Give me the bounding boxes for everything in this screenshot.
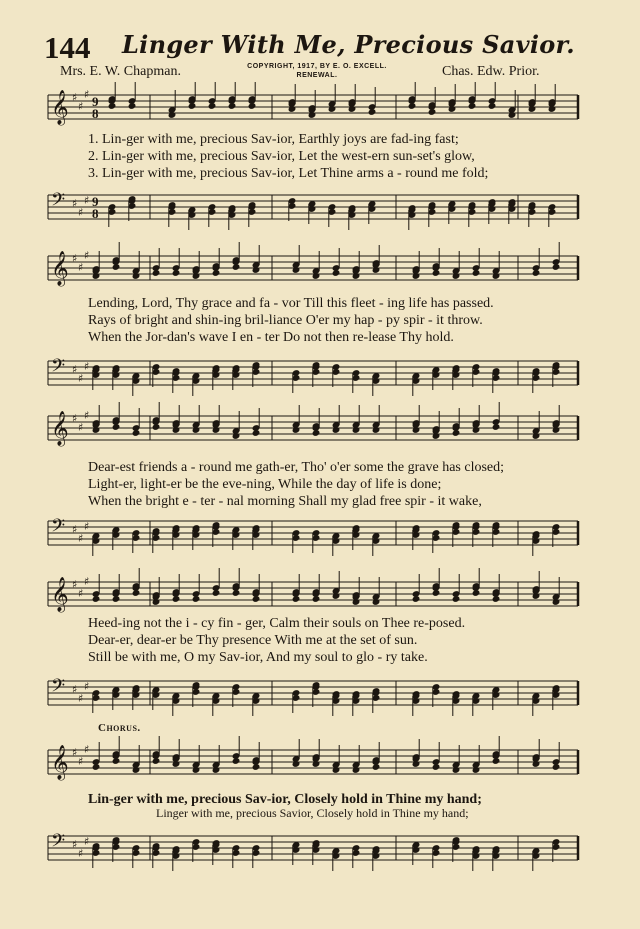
sharp-icon: ♯ [72,363,78,376]
sharp-icon: ♯ [78,100,84,113]
note-head [352,598,361,606]
bass-staff [0,508,640,558]
sharp-icon: ♯ [78,692,84,705]
note-head [172,760,181,768]
note-head [468,102,477,110]
note-head [312,760,321,768]
chorus-bass-lyric: Linger with me, precious Savior, Closely hold in Thine my hand; [156,806,469,820]
sharp-icon: ♯ [72,523,78,536]
note-head [552,263,561,271]
lyric-line: Heed-ing not the i - cy fin - ger, Calm their souls on Thee re-posed. [88,616,466,631]
bass-staff [0,348,640,398]
treble-staff [0,82,640,132]
lyric-line: When the Jor-dan's wave I en - ter Do not then re-lease Thy hold. [88,330,454,345]
copyright-notice [232,62,402,80]
treble-clef-icon: 𝄞 [51,577,69,612]
note-head [192,272,201,280]
note-head [92,763,101,771]
copyright-line-1: COPYRIGHT, 1917, BY E. O. EXCELL. [247,63,387,70]
bass-clef-icon: 𝄢 [51,356,66,381]
note-head [92,272,101,280]
composer-credit: Chas. Edw. Prior. [442,64,540,79]
bass-clef-icon: 𝄢 [51,831,66,856]
treble-staff [0,568,640,620]
note-head [492,423,501,431]
author-credit: Mrs. E. W. Chapman. [60,64,181,79]
note-head [492,757,501,765]
note-head [448,105,457,113]
lyric-line: 3. Lin-ger with me, precious Sav-ior, Let Thine arms a - round me fold; [88,166,489,181]
note-head [332,592,341,600]
note-head [432,763,441,771]
note-head [332,766,341,774]
note-head [132,589,141,597]
note-head [548,105,557,113]
note-head [372,426,381,434]
note-head [232,589,241,597]
bass-staff [0,184,640,230]
treble-clef-icon: 𝄞 [51,745,69,780]
note-head [312,272,321,280]
note-head [312,429,321,437]
time-signature-denominator: 8 [92,206,99,221]
sharp-icon: ♯ [72,252,78,265]
note-head [532,760,541,768]
time-signature-denominator: 8 [92,106,99,121]
lyric-line: Dear-est friends a - round me gath-er, Tho' o'er some the grave has closed; [88,460,505,475]
chorus-lyric: Lin-ger with me, precious Sav-ior, Closely hold in Thine my hand; [88,792,482,807]
lyric-line: 1. Lin-ger with me, precious Sav-ior, Earthly joys are fad-ing fast; [88,132,459,147]
note-head [128,102,137,110]
treble-clef-icon: 𝄞 [51,411,69,446]
sharp-icon: ♯ [72,91,78,104]
sharp-icon: ♯ [78,532,84,545]
note-head [208,102,217,110]
sharp-icon: ♯ [78,755,84,768]
note-head [92,595,101,603]
note-head [552,426,561,434]
treble-clef-icon: 𝄞 [51,90,69,125]
sharp-icon: ♯ [84,88,90,101]
sharp-icon: ♯ [78,372,84,385]
note-head [348,105,357,113]
note-head [432,269,441,277]
note-head [492,272,501,280]
note-head [252,595,261,603]
note-head [152,269,161,277]
note-head [452,595,461,603]
sharp-icon: ♯ [84,360,90,373]
note-head [252,429,261,437]
note-head [132,272,141,280]
bass-staff [0,668,640,718]
note-head [288,105,297,113]
note-head [172,426,181,434]
note-head [312,595,321,603]
sharp-icon: ♯ [78,587,84,600]
note-head [112,263,121,271]
sharp-icon: ♯ [72,838,78,851]
sharp-icon: ♯ [84,194,90,207]
sharp-icon: ♯ [78,206,84,219]
sharp-icon: ♯ [78,847,84,860]
note-head [192,766,201,774]
sharp-icon: ♯ [84,409,90,422]
note-head [108,102,117,110]
note-head [532,269,541,277]
note-head [292,266,301,274]
note-head [352,766,361,774]
note-head [452,429,461,437]
note-head [372,598,381,606]
note-head [192,426,201,434]
bass-clef-icon: 𝄢 [51,190,66,215]
lyric-line: Light-er, light-er be the eve-ning, While the day of life is done; [88,477,442,492]
treble-staff [0,242,640,294]
sharp-icon: ♯ [84,575,90,588]
note-head [452,272,461,280]
note-head [528,105,537,113]
note-head [552,598,561,606]
note-head [412,760,421,768]
sharp-icon: ♯ [72,578,78,591]
sharp-icon: ♯ [84,835,90,848]
lyric-line: Lending, Lord, Thy grace and fa - vor Till this fleet - ing life has passed. [88,296,494,311]
note-head [132,766,141,774]
note-head [492,595,501,603]
sharp-icon: ♯ [78,261,84,274]
note-head [432,432,441,440]
note-head [472,766,481,774]
note-head [372,763,381,771]
note-head [248,102,257,110]
treble-staff [0,736,640,788]
note-head [152,598,161,606]
sharp-icon: ♯ [72,197,78,210]
sharp-icon: ♯ [84,743,90,756]
note-head [152,423,161,431]
note-head [488,102,497,110]
note-head [332,269,341,277]
note-head [352,426,361,434]
treble-staff [0,402,640,454]
note-head [412,272,421,280]
note-head [232,432,241,440]
sharp-icon: ♯ [72,683,78,696]
note-head [412,595,421,603]
note-head [252,763,261,771]
note-head [232,757,241,765]
note-head [532,592,541,600]
note-head [152,757,161,765]
note-head [188,102,197,110]
note-head [228,102,237,110]
note-head [432,589,441,597]
note-head [328,105,337,113]
note-head [212,426,221,434]
note-head [212,766,221,774]
note-head [292,595,301,603]
bass-staff [0,822,640,874]
note-head [428,108,437,116]
note-head [368,108,377,116]
lyric-line: Dear-er, dear-er be Thy presence With me at the set of sun. [88,633,418,648]
note-head [352,272,361,280]
hymn-number: 144 [44,30,91,65]
note-head [308,111,317,119]
note-head [372,266,381,274]
sharp-icon: ♯ [84,680,90,693]
note-head [472,426,481,434]
sharp-icon: ♯ [84,249,90,262]
note-head [508,111,517,119]
note-head [112,757,121,765]
chorus-label: Chorus. [98,722,141,734]
note-head [532,432,541,440]
lyric-line: Rays of bright and shin-ing bril-liance O'er my hap - py spir - it throw. [88,313,483,328]
note-head [452,766,461,774]
note-head [172,595,181,603]
note-head [92,426,101,434]
sharp-icon: ♯ [78,421,84,434]
sharp-icon: ♯ [84,520,90,533]
bass-clef-icon: 𝄢 [51,516,66,541]
time-signature-numerator: 9 [92,194,99,209]
note-head [112,595,121,603]
note-head [472,269,481,277]
lyric-line: When the bright e - ter - nal morning Shall my glad free spir - it wake, [88,494,482,509]
note-head [212,589,221,597]
copyright-line-2: RENEWAL. [296,72,338,79]
note-head [408,102,417,110]
time-signature-numerator: 9 [92,94,99,109]
note-head [472,589,481,597]
note-head [292,426,301,434]
note-head [132,429,141,437]
note-head [252,266,261,274]
note-head [292,760,301,768]
lyric-line: 2. Lin-ger with me, precious Sav-ior, Let the west-ern sun-set's glow, [88,149,475,164]
lyric-line: Still be with me, O my Sav-ior, And my soul to glo - ry take. [88,650,428,665]
note-head [212,269,221,277]
treble-clef-icon: 𝄞 [51,251,69,286]
hymn-title: Linger With Me, Precious Savior. [122,30,575,59]
note-head [332,426,341,434]
note-head [172,269,181,277]
bass-clef-icon: 𝄢 [51,676,66,701]
sharp-icon: ♯ [72,746,78,759]
note-head [168,111,177,119]
note-head [232,263,241,271]
note-head [412,426,421,434]
note-head [552,763,561,771]
note-head [192,595,201,603]
sharp-icon: ♯ [72,412,78,425]
note-head [112,423,121,431]
